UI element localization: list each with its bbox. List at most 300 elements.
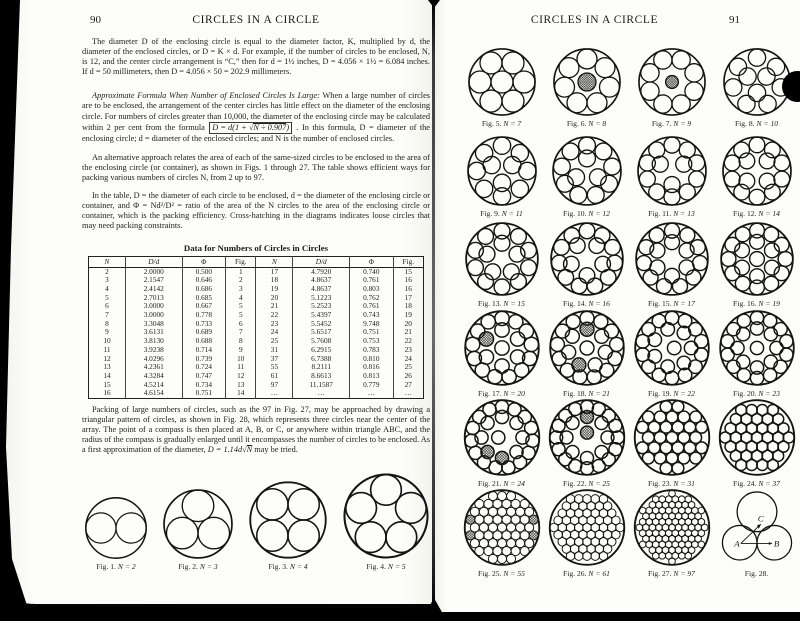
enclosing-circle	[549, 490, 624, 565]
paragraph-table-legend: In the table, D = the diameter of each circle to be enclosed, d = the diameter of the enclosing circle or container, and Φ = Nd²/D² = ratio of the area of the N circles to the area of the enclosing circle or container, which is the packing efficiency. Cross-hatching in the diagrams indicates loose circles that may need packing constraints.	[82, 191, 430, 231]
figure-n-value: N = 97	[673, 569, 695, 578]
table-cell: 5	[226, 302, 256, 311]
packed-circle	[721, 252, 736, 267]
table-cell: 4.0296	[125, 355, 182, 364]
figure-caption	[478, 299, 525, 308]
packed-circle	[479, 52, 501, 74]
packed-circle	[746, 404, 757, 415]
packed-circle	[636, 524, 643, 531]
figure-drawing	[633, 309, 711, 387]
packed-circle	[582, 495, 591, 504]
packed-circle	[511, 144, 528, 161]
table-cell: 12	[226, 372, 256, 381]
table-cell: 7	[105, 310, 109, 320]
packed-circle	[737, 369, 750, 382]
table-cell: 21	[256, 302, 293, 311]
figure-n-value: N = 7	[503, 119, 522, 128]
table-cell: 6	[226, 320, 256, 329]
table-cell: 0.783	[350, 346, 394, 355]
packed-circle	[563, 256, 579, 272]
table-cell: 3.0000	[125, 311, 182, 320]
packed-circle	[595, 446, 608, 459]
packed-circle	[386, 521, 417, 552]
packed-circle	[698, 507, 705, 514]
packed-circle	[652, 368, 666, 382]
packed-circle	[574, 552, 583, 561]
packed-circle	[511, 180, 528, 197]
figure-n-value: N = 31	[673, 479, 695, 488]
figure-number: Fig. 25.	[478, 569, 502, 578]
packed-circle	[649, 228, 664, 243]
packed-circle	[520, 260, 536, 276]
table-cell: 27	[393, 381, 423, 390]
figure-drawing	[549, 221, 625, 297]
table-cell: 19	[256, 285, 293, 294]
arrowhead-b	[768, 542, 772, 545]
figure-12	[714, 128, 799, 218]
figure-number: Fig. 4.	[366, 561, 386, 571]
packed-circle	[749, 234, 764, 249]
table-cell: 0.813	[350, 372, 394, 381]
figure-drawing	[463, 309, 541, 387]
packed-circle	[510, 228, 526, 244]
packed-circle	[590, 495, 599, 504]
packed-circle	[483, 156, 500, 173]
packed-circle	[493, 137, 510, 154]
arrowhead-c	[757, 524, 761, 529]
table-cell: 0.646	[182, 276, 226, 285]
figure-17	[459, 308, 544, 398]
table-cell: 10	[226, 355, 256, 364]
table-header-cell: N	[256, 256, 293, 267]
figure-caption	[478, 389, 525, 398]
figure-n-value: N = 14	[758, 209, 780, 218]
table-cell: 61	[256, 372, 293, 381]
figure-drawing	[718, 309, 796, 387]
figure-caption	[482, 119, 521, 128]
table-cell: 26	[393, 372, 423, 381]
packed-circle	[587, 187, 604, 204]
packed-circle	[520, 242, 536, 258]
packed-circle	[598, 345, 612, 359]
packed-circle	[562, 143, 579, 160]
table-cell: 0.740	[350, 267, 394, 276]
packed-circle	[599, 552, 608, 561]
figure-n-value: N = 2	[117, 561, 136, 571]
figure-1	[84, 496, 148, 571]
packed-circle	[757, 68, 774, 85]
radicand: N ÷ 0.907	[253, 122, 287, 132]
packed-circle	[758, 95, 775, 112]
figure-20	[714, 308, 799, 398]
table-cell: …	[293, 389, 350, 398]
figure-drawing	[546, 488, 628, 567]
figure-number: Fig. 18.	[563, 389, 587, 398]
table-cell: 8.6613	[293, 372, 350, 381]
figure-number: Fig. 6.	[566, 119, 587, 128]
figure-drawing	[248, 480, 328, 560]
table-cell: 4.3284	[125, 372, 182, 381]
packed-circle	[396, 492, 427, 523]
packed-circle	[257, 488, 288, 519]
figure-caption	[178, 562, 217, 571]
table-cell: 4.8637	[293, 276, 350, 285]
table-cell: 0.803	[350, 285, 394, 294]
figure-n-value: N = 37	[758, 479, 780, 488]
radicand: N	[246, 445, 253, 455]
table-cell: 0.778	[182, 311, 226, 320]
packed-circle	[603, 158, 620, 175]
table-cell: 4.5214	[125, 381, 182, 390]
figure-n-value: N = 20	[503, 389, 525, 398]
figure-caption	[480, 209, 523, 218]
figure-number: Fig. 21.	[478, 479, 502, 488]
packed-circle	[729, 58, 746, 75]
table-cell: 19	[393, 311, 423, 320]
figure-n-value: N = 8	[588, 119, 607, 128]
figure-n-value: N = 3	[199, 561, 218, 571]
table-cell: 18	[256, 276, 293, 285]
table-cell: 0.761	[350, 276, 394, 285]
figure-n-value: N = 16	[588, 299, 610, 308]
packed-circle	[477, 228, 493, 244]
table-cell: 9.748	[350, 320, 394, 329]
packed-circle	[116, 512, 146, 542]
packed-circle	[502, 90, 524, 112]
packed-circle	[668, 558, 675, 565]
packed-circle	[521, 446, 534, 459]
table-cell: 0.688	[182, 337, 226, 346]
packed-circle	[567, 93, 587, 113]
packed-circle-hatched	[465, 531, 474, 540]
figure-caption	[478, 479, 525, 488]
packed-circle	[595, 58, 615, 78]
packed-circle	[636, 421, 648, 433]
figure-number: Fig. 8.	[734, 119, 755, 128]
table-header-cell: D/d	[125, 256, 182, 267]
packed-circle	[756, 459, 767, 470]
packed-circle	[493, 188, 510, 205]
packed-circle	[86, 512, 116, 542]
figure-drawing	[461, 488, 543, 567]
packed-circle	[607, 352, 621, 366]
label-c	[757, 513, 763, 523]
running-head-right: CIRCLES IN A CIRCLE	[530, 14, 659, 26]
table-cell: 5.4397	[293, 311, 350, 320]
packed-circle	[580, 341, 594, 355]
packed-circle	[663, 177, 679, 193]
table-cell: 4.6154	[125, 389, 182, 398]
figure-13	[459, 218, 544, 308]
packed-circle	[508, 315, 522, 329]
packed-circle	[639, 507, 646, 514]
packed-circle	[720, 348, 733, 361]
figure-caption	[563, 209, 610, 218]
figure-caption	[96, 562, 135, 571]
table-cell: 23	[393, 346, 423, 355]
figure-number: Fig. 7.	[651, 119, 672, 128]
table-cell: 5.7608	[293, 337, 350, 346]
table-cell: 17	[393, 294, 423, 303]
packed-circle	[668, 490, 675, 497]
packed-circle	[660, 360, 674, 374]
packed-circle	[520, 547, 529, 556]
table-cell: 5.1223	[293, 294, 350, 303]
packed-circle	[639, 541, 646, 548]
packed-circle	[493, 174, 510, 191]
packed-circle	[592, 403, 605, 416]
table-cell: 4.7920	[293, 267, 350, 276]
table-cell: 5.6517	[293, 328, 350, 337]
figure-n-value: N = 10	[756, 119, 779, 128]
table-cell: 2.7013	[125, 294, 182, 303]
packed-circle	[649, 260, 664, 275]
table-cell: 20	[256, 294, 293, 303]
packed-circle	[735, 459, 746, 470]
packed-circle	[549, 523, 558, 532]
figure-3	[248, 480, 328, 571]
packed-circle	[599, 77, 619, 97]
table-cell: 2.1547	[125, 276, 182, 285]
table-cell: 12	[103, 353, 111, 363]
packed-circle	[763, 227, 778, 242]
figure-drawing	[721, 135, 793, 207]
packed-circle	[735, 404, 746, 415]
packed-circle	[488, 492, 497, 501]
packed-circle	[671, 401, 683, 413]
figures-row-1-4	[84, 472, 430, 571]
packed-circle	[773, 155, 789, 171]
approximation-formula: D = 1.14d√N	[207, 445, 253, 455]
figure-n-value: N = 9	[673, 119, 692, 128]
packed-circle-hatched	[529, 531, 538, 540]
packed-circle	[763, 314, 776, 327]
figure-number: Fig. 27.	[648, 569, 672, 578]
figure-n-value: N = 61	[588, 569, 610, 578]
figure-n-value: N = 15	[503, 299, 525, 308]
figure-n-value: N = 21	[588, 389, 610, 398]
figure-caption	[735, 119, 778, 128]
table-cell: 3.8130	[125, 337, 182, 346]
figure-n-value: N = 4	[289, 561, 308, 571]
figure-number: Fig. 2.	[178, 561, 198, 571]
figure-7	[629, 38, 714, 128]
table-cell: 22	[393, 337, 423, 346]
table-cell: 18	[393, 302, 423, 311]
table-cell: 37	[256, 355, 293, 364]
table-cell: 0.689	[182, 328, 226, 337]
figure-caption	[366, 562, 405, 571]
packed-circle	[640, 64, 658, 82]
packed-circle	[694, 348, 708, 362]
figure-drawing	[719, 221, 795, 297]
table-cell: 1	[226, 267, 256, 276]
table-cell: 0.500	[182, 267, 226, 276]
packed-circle-hatched	[479, 332, 493, 346]
table-cell: 9	[105, 327, 109, 337]
packed-circle	[468, 71, 490, 93]
figure-drawing	[551, 135, 623, 207]
packed-circle	[479, 90, 501, 112]
packed-circle	[735, 276, 750, 291]
packed-circle-hatched	[529, 515, 538, 524]
packed-circle	[664, 235, 679, 250]
packed-circle	[684, 552, 691, 559]
table-cell: 0.753	[350, 337, 394, 346]
figure-drawing	[462, 398, 542, 477]
table-cell: 0.685	[182, 294, 226, 303]
packed-circle	[503, 156, 520, 173]
packed-circle	[495, 410, 508, 423]
packed-circle	[594, 143, 611, 160]
table-cell: 0.734	[182, 381, 226, 390]
packed-circle-hatched	[580, 426, 593, 439]
figure-n-value: N = 13	[673, 209, 695, 218]
packed-circle	[749, 189, 765, 205]
table-cell: 55	[256, 363, 293, 372]
packed-circle	[636, 442, 648, 454]
label-b	[773, 538, 779, 548]
enclosing-circle	[164, 490, 232, 558]
paragraph-approximate-formula: Approximate Formula When Number of Enclosed Circles Is Large: When a large number of circles are to be enclosed, the arrangement of the center circles has little effect on the diameter of the enclosing circle. For numbers of circles greater than 10,000, the diameter of the enclosing circle may be calculated within 2 per cent from the formula D = d(1 + √N ÷ 0.907) . In this formula, D = diameter of the enclosing circle; d = diameter of the enclosed circles; and N is the number of enclosed circles.	[82, 91, 430, 143]
packed-circle	[494, 341, 508, 355]
packed-circle	[748, 49, 765, 66]
figure-drawing	[467, 47, 537, 117]
figure-drawing	[634, 221, 710, 297]
packed-circle-hatched	[465, 515, 474, 524]
table-cell: 7	[226, 328, 256, 337]
figure-n-value: N = 25	[588, 479, 610, 488]
figure-drawing	[547, 398, 627, 477]
figure-number: Fig. 23.	[648, 479, 672, 488]
table-cell: 3.0000	[125, 302, 182, 311]
packed-circle	[738, 68, 755, 85]
packed-circle-hatched	[578, 73, 596, 91]
packed-circle	[520, 499, 529, 508]
table-cell: 31	[256, 346, 293, 355]
packed-circle	[494, 279, 510, 295]
table-cell: 24	[393, 355, 423, 364]
packed-circle	[510, 332, 524, 346]
packed-circle	[749, 269, 764, 284]
packed-circle	[494, 359, 508, 373]
packed-circle	[497, 492, 506, 501]
table-cell: 97	[256, 381, 293, 390]
table-cell: 16	[103, 388, 111, 398]
figure-number: Fig. 14.	[563, 299, 587, 308]
figure-19	[629, 308, 714, 398]
table-cell: …	[256, 389, 293, 398]
figure-caption	[478, 569, 525, 578]
figure-number: Fig. 5.	[481, 119, 502, 128]
packed-circle	[748, 84, 765, 101]
figures-grid-5-28	[459, 38, 799, 578]
packed-circle	[767, 459, 778, 470]
page-number-left: 90	[90, 14, 101, 26]
packed-circle	[566, 495, 575, 504]
figure-number: Fig. 19.	[648, 389, 672, 398]
packed-circle	[608, 443, 621, 456]
figure-caption	[563, 569, 610, 578]
table-title: Data for Numbers of Circles in Circles	[183, 242, 329, 253]
packed-circle	[566, 417, 579, 430]
table-cell: 0.762	[350, 294, 394, 303]
packed-circle	[746, 459, 757, 470]
packed-circle	[695, 442, 707, 454]
figure-16	[714, 218, 799, 308]
packed-circle	[491, 71, 513, 93]
table-cell: 13	[226, 381, 256, 390]
figure-4	[342, 472, 430, 571]
figure-caption	[648, 569, 695, 578]
table-cell: 0.667	[182, 302, 226, 311]
packed-circle	[701, 524, 708, 531]
table-cell: 0.761	[350, 302, 394, 311]
figure-caption	[733, 299, 780, 308]
table-header-cell: Fig.	[226, 256, 256, 267]
packed-circle	[571, 278, 587, 294]
figure-number: Fig. 26.	[563, 569, 587, 578]
figure-drawing	[718, 489, 796, 567]
packed-circle	[749, 252, 764, 267]
packed-circle	[578, 150, 595, 167]
table-cell: 11	[103, 344, 111, 354]
figure-number: Fig. 22.	[563, 479, 587, 488]
table-cell: 2.4142	[125, 285, 182, 294]
figure-caption	[648, 389, 695, 398]
table-cell: 13	[103, 362, 111, 372]
packed-circle	[288, 488, 319, 519]
packed-circle-hatched	[580, 322, 594, 336]
table-cell: 3.9238	[125, 346, 182, 355]
table-cell: 5	[226, 311, 256, 320]
table-cell: 6	[105, 301, 109, 311]
table-cell: 8.2111	[293, 363, 350, 372]
table-cell: 2.0000	[125, 267, 182, 276]
packed-circle	[552, 419, 565, 432]
table-header-cell: N	[89, 256, 126, 267]
packed-circle	[667, 341, 681, 355]
packed-circle	[467, 242, 483, 258]
packed-circle	[574, 495, 583, 504]
packed-circle	[684, 341, 698, 355]
packed-circle	[599, 495, 608, 504]
paragraph-alternative-approach: An alternative approach relates the area of each of the same-sized circles to be enclosed to the area of the enclosing circle (or container), as shown in Figs. 1 through 27. The table shows efficient ways for packing various numbers of circles N, from 2 up to 97.	[82, 152, 430, 183]
circles-data-table	[88, 256, 424, 400]
table-header-cell: D/d	[293, 256, 350, 267]
right-page-content	[435, 38, 800, 578]
table-cell: 0.743	[350, 311, 394, 320]
packed-circle	[720, 335, 733, 348]
table-cell: 25	[256, 337, 293, 346]
figure-9	[459, 128, 544, 218]
figure-drawing	[722, 47, 792, 117]
packed-circle	[678, 552, 685, 559]
packed-circle	[730, 341, 743, 354]
table-header-cell: Φ	[350, 256, 394, 267]
figure-number: Fig. 17.	[478, 389, 502, 398]
packed-circle	[698, 541, 705, 548]
table-cell: 0.686	[182, 285, 226, 294]
right-page-header	[435, 0, 754, 26]
figure-25	[459, 488, 544, 578]
packed-circle	[577, 49, 597, 69]
packed-circle	[288, 520, 319, 551]
packed-circle-hatched	[480, 445, 493, 458]
packed-circle	[579, 268, 595, 284]
packed-circle	[569, 187, 586, 204]
packed-circle	[724, 155, 740, 171]
